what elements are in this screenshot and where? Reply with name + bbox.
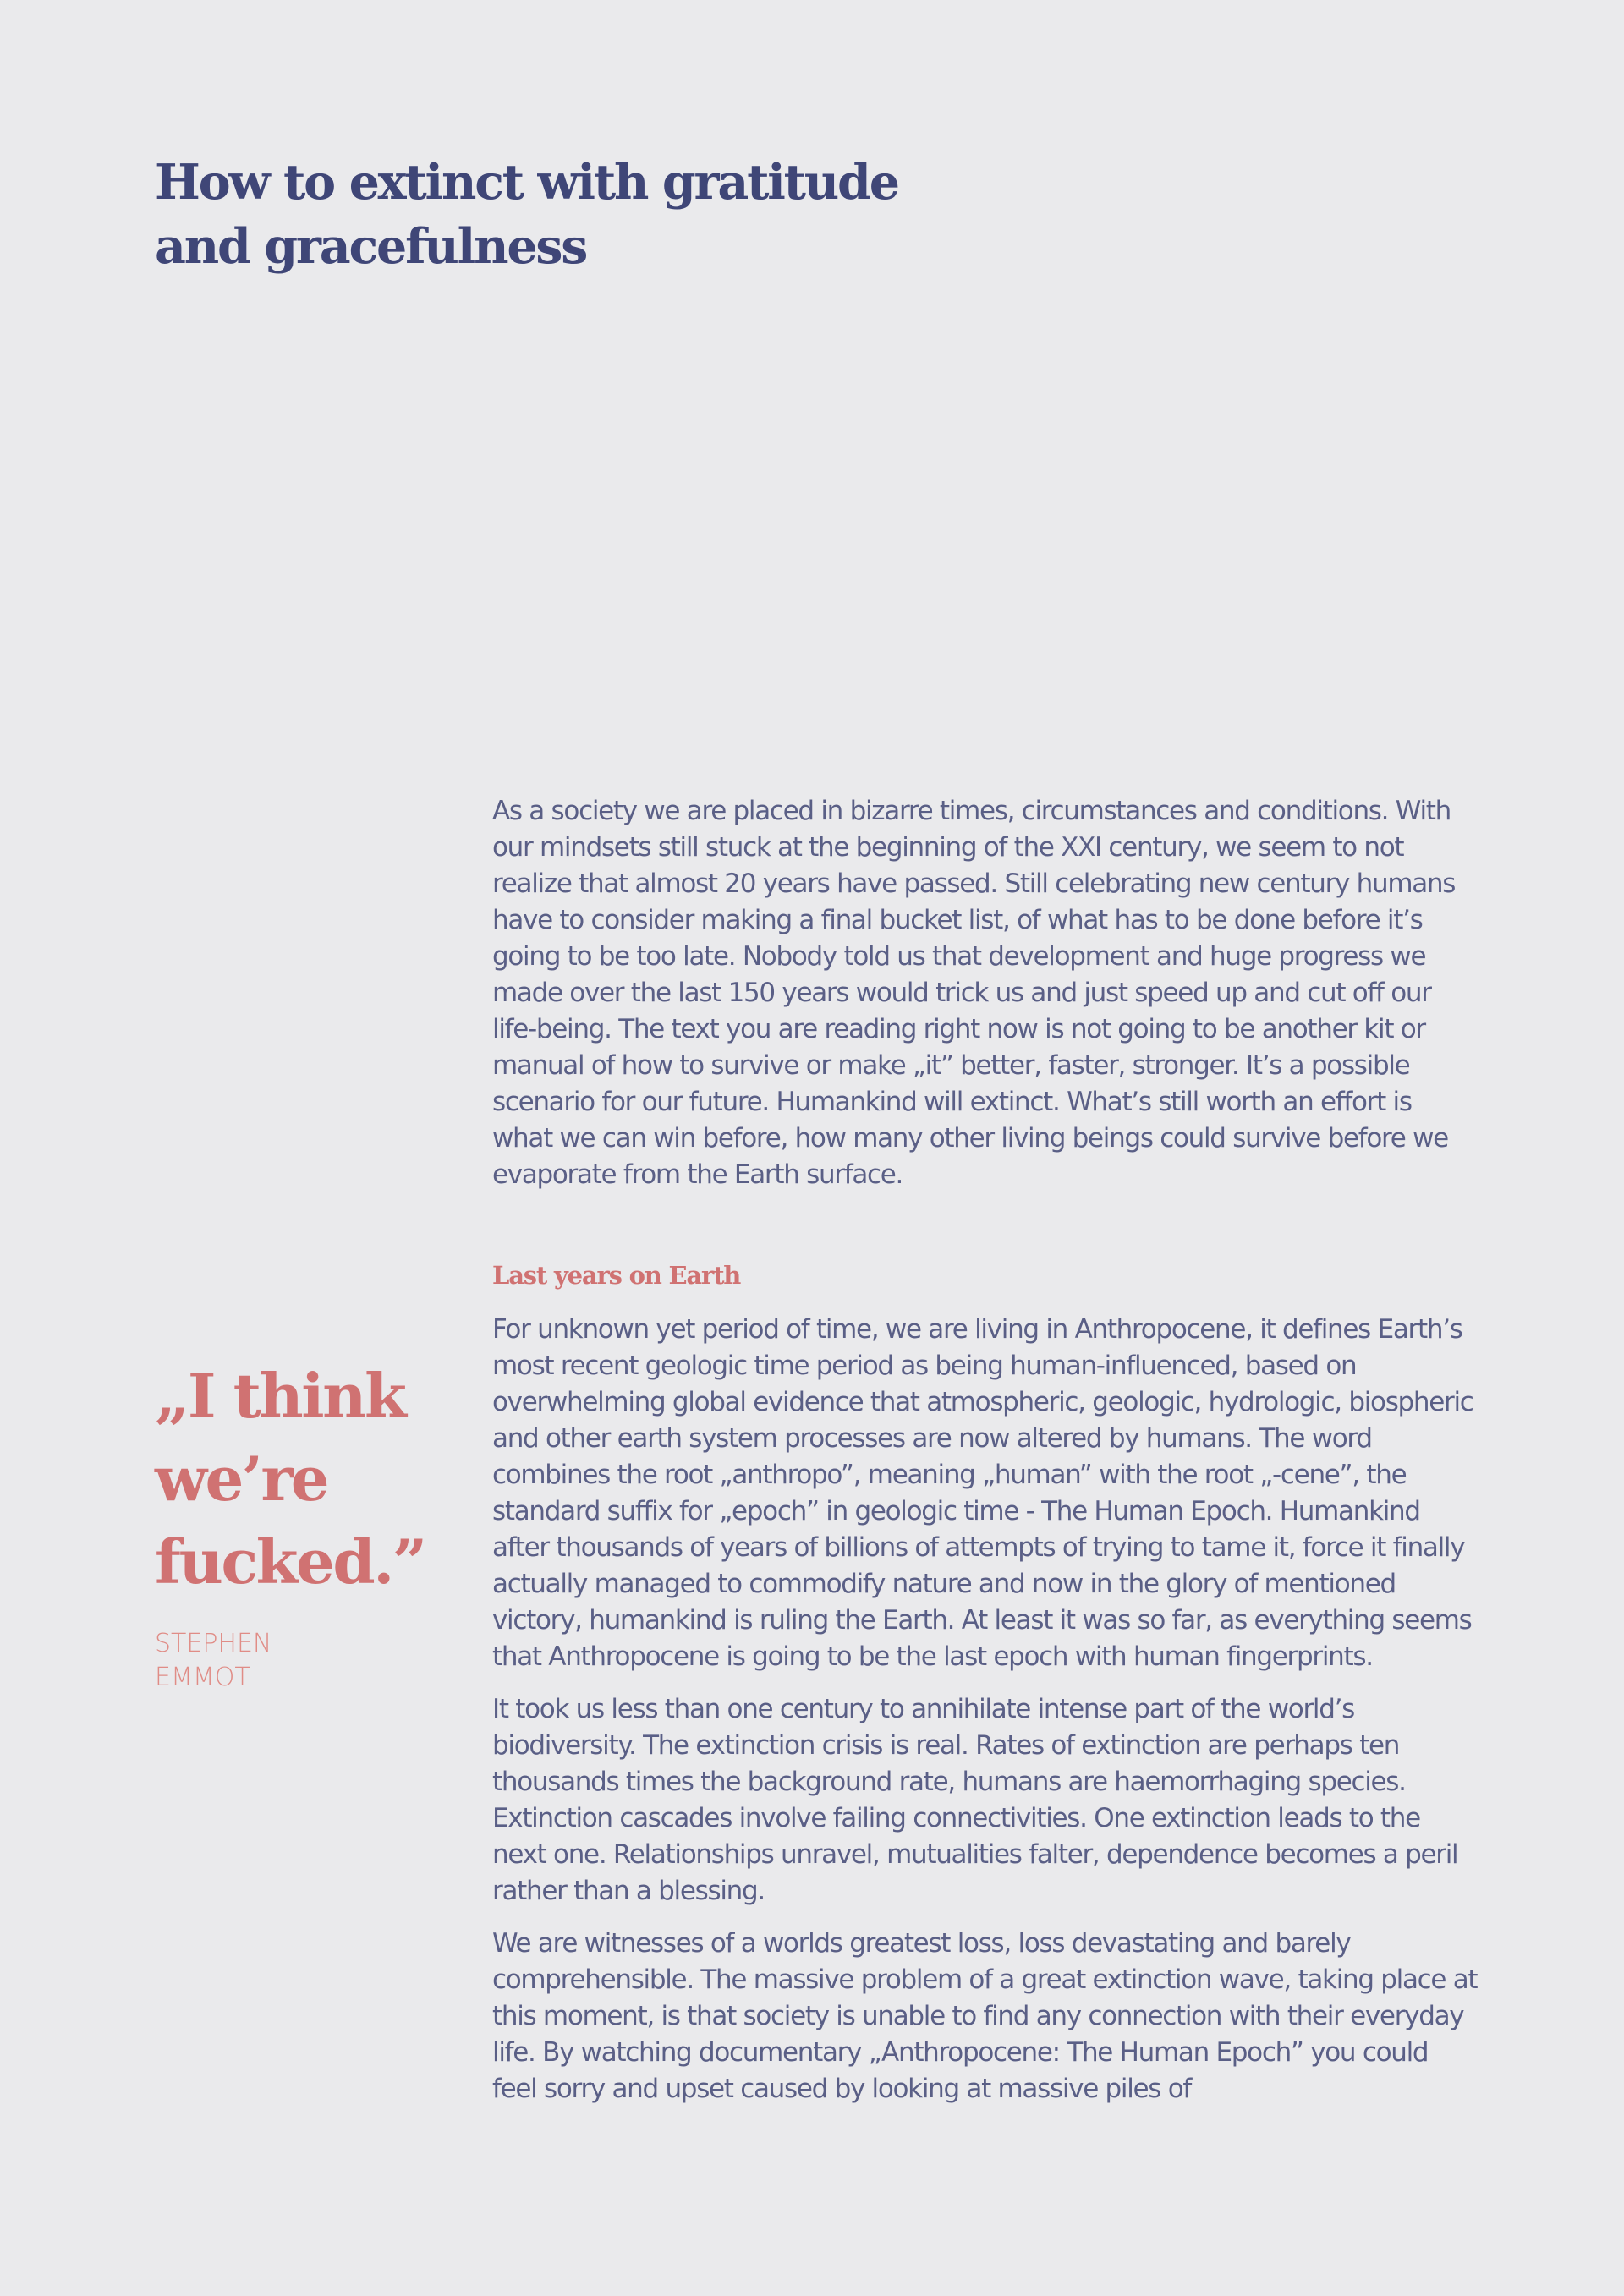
section-heading: Last years on Earth [492, 1261, 741, 1290]
intro-paragraph: As a society we are placed in bizarre times, circumstances and conditions. With our mindsets still stuck at the beginning of the XXI century, we seem to not realize that almost 20 years have passed. Still celebrating new century humans have to consider making a final bucket list, of what has to be done before it’s going to be too late. Nobody told us that development and huge progress we made over the last 150 years would trick us and just speed up and cut off our life-being. The text you are reading right now is not going to be another kit or manual of how to survive or make „it” better, faster, stronger. It’s a possible scenario for our future. Humankind will extinct. What’s still worth an effort is what we can win before, how many other living beings could survive before we evaporate from the Earth surface. [492, 796, 1456, 1190]
body-paragraph: We are witnesses of a worlds greatest loss, loss devastating and barely comprehensible. The massive problem of a great extinction wave, taking place at this moment, is that society is unable to find any connection with their everyday life. By watching documentary „Anthropocene: The Human Epoch” you could feel sorry and upset caused by looking at massive piles of [492, 1928, 1478, 2104]
intro-section [492, 793, 1478, 1193]
page-title: How to extinct with gratitude and gracefulness [155, 154, 898, 275]
body-paragraph: For unknown yet period of time, we are living in Anthropocene, it defines Earth’s most recent geologic time period as being human-influenced, based on overwhelming global evidence that atmospheric, geologic, hydrologic, biospheric and other earth system processes are now altered by humans. The word combines the root „anthropo”, meaning „human” with the root „-cene”, the standard suffix for „epoch” in geologic time - The Human Epoch. Humankind after thousands of years of billions of attempts of trying to tame it, force it finally actually managed to commodify nature and now in the glory of mentioned victory, humankind is ruling the Earth. At least it was so far, as everything seems that Anthropocene is going to be the last epoch with human fingerprints. [492, 1314, 1473, 1672]
pull-quote [155, 1355, 476, 1695]
quote-text: „I think we’re fucked.” [155, 1360, 425, 1597]
section-body [492, 1312, 1478, 2107]
quote-author: STEPHEN EMMOT [155, 1629, 272, 1692]
body-paragraph: It took us less than one century to annihilate intense part of the world’s biodiversity. The extinction crisis is real. Rates of extinction are perhaps ten thousands times the background rate, humans are haemorrhaging species. Extinction cascades involve failing connectivities. One extinction leads to the next one. Relationships unravel, mutualities falter, dependence becomes a peril rather than a blessing. [492, 1694, 1458, 1906]
